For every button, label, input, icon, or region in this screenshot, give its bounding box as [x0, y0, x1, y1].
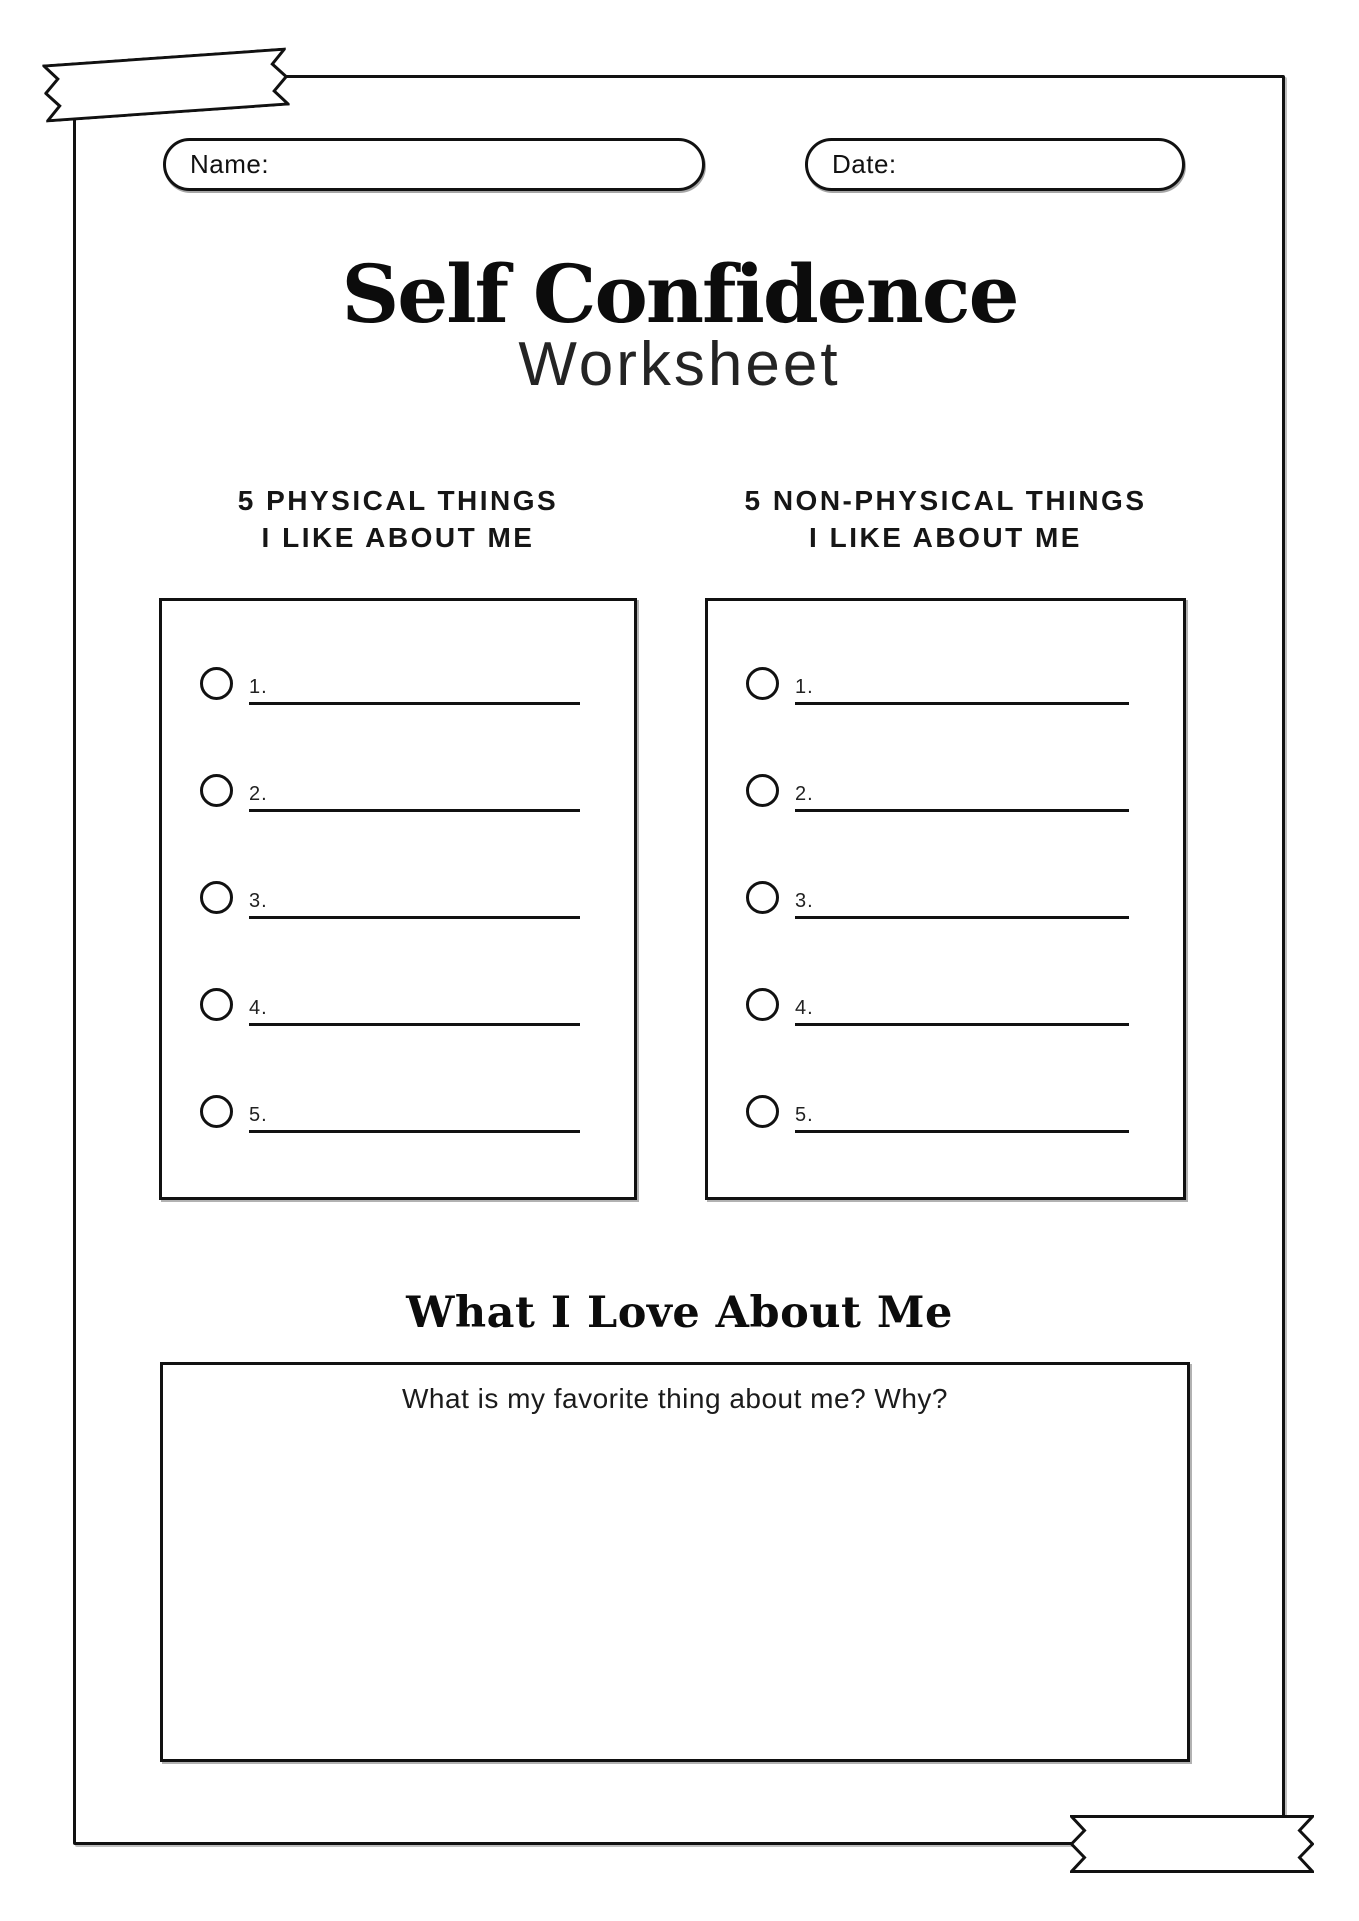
non-physical-column-heading: [705, 482, 1186, 556]
name-label: Name:: [190, 149, 270, 179]
list-item: [200, 988, 580, 1026]
list-item: [746, 881, 1129, 919]
item-number: 4.: [249, 997, 268, 1019]
item-number: 1.: [249, 676, 268, 698]
list-item: [200, 774, 580, 812]
answer-line[interactable]: [795, 988, 1129, 1026]
answer-line[interactable]: [249, 667, 580, 705]
list-item: [746, 1095, 1129, 1133]
checkbox-circle[interactable]: [746, 774, 779, 807]
non-physical-heading-line2: I LIKE ABOUT ME: [809, 522, 1082, 553]
item-number: 3.: [795, 890, 814, 912]
non-physical-heading-line1: 5 NON-PHYSICAL THINGS: [744, 485, 1147, 516]
checkbox-circle[interactable]: [200, 881, 233, 914]
list-item: [746, 774, 1129, 812]
item-number: 3.: [249, 890, 268, 912]
answer-line[interactable]: [249, 774, 580, 812]
item-number: 5.: [249, 1104, 268, 1126]
answer-line[interactable]: [249, 1095, 580, 1133]
physical-column-heading: [159, 482, 637, 556]
checkbox-circle[interactable]: [746, 988, 779, 1021]
answer-line[interactable]: [249, 881, 580, 919]
love-answer-box[interactable]: [160, 1362, 1190, 1762]
love-section-heading: What I Love About Me: [406, 1288, 953, 1338]
answer-line[interactable]: [795, 881, 1129, 919]
item-number: 2.: [795, 783, 814, 805]
checkbox-circle[interactable]: [746, 667, 779, 700]
physical-heading-line2: I LIKE ABOUT ME: [261, 522, 535, 553]
love-prompt: What is my favorite thing about me? Why?: [402, 1383, 948, 1414]
physical-heading-line1: 5 PHYSICAL THINGS: [237, 485, 559, 516]
list-item: [200, 667, 580, 705]
checkbox-circle[interactable]: [200, 1095, 233, 1128]
list-item: [746, 667, 1129, 705]
answer-line[interactable]: [795, 667, 1129, 705]
list-item: [746, 988, 1129, 1026]
physical-list-box: [159, 598, 637, 1200]
item-number: 1.: [795, 676, 814, 698]
item-number: 5.: [795, 1104, 814, 1126]
checkbox-circle[interactable]: [200, 774, 233, 807]
checkbox-circle[interactable]: [746, 881, 779, 914]
washi-tape-icon: [1070, 1815, 1314, 1873]
date-field[interactable]: [805, 138, 1185, 191]
date-label: Date:: [832, 149, 897, 179]
answer-line[interactable]: [795, 774, 1129, 812]
worksheet-subtitle: Worksheet: [518, 330, 841, 399]
answer-line[interactable]: [249, 988, 580, 1026]
item-number: 2.: [249, 783, 268, 805]
name-field[interactable]: [163, 138, 705, 191]
checkbox-circle[interactable]: [200, 667, 233, 700]
checkbox-circle[interactable]: [200, 988, 233, 1021]
list-item: [200, 1095, 580, 1133]
checkbox-circle[interactable]: [746, 1095, 779, 1128]
answer-line[interactable]: [795, 1095, 1129, 1133]
non-physical-list-box: [705, 598, 1186, 1200]
worksheet-title: Self Confidence: [341, 247, 1018, 341]
item-number: 4.: [795, 997, 814, 1019]
list-item: [200, 881, 580, 919]
